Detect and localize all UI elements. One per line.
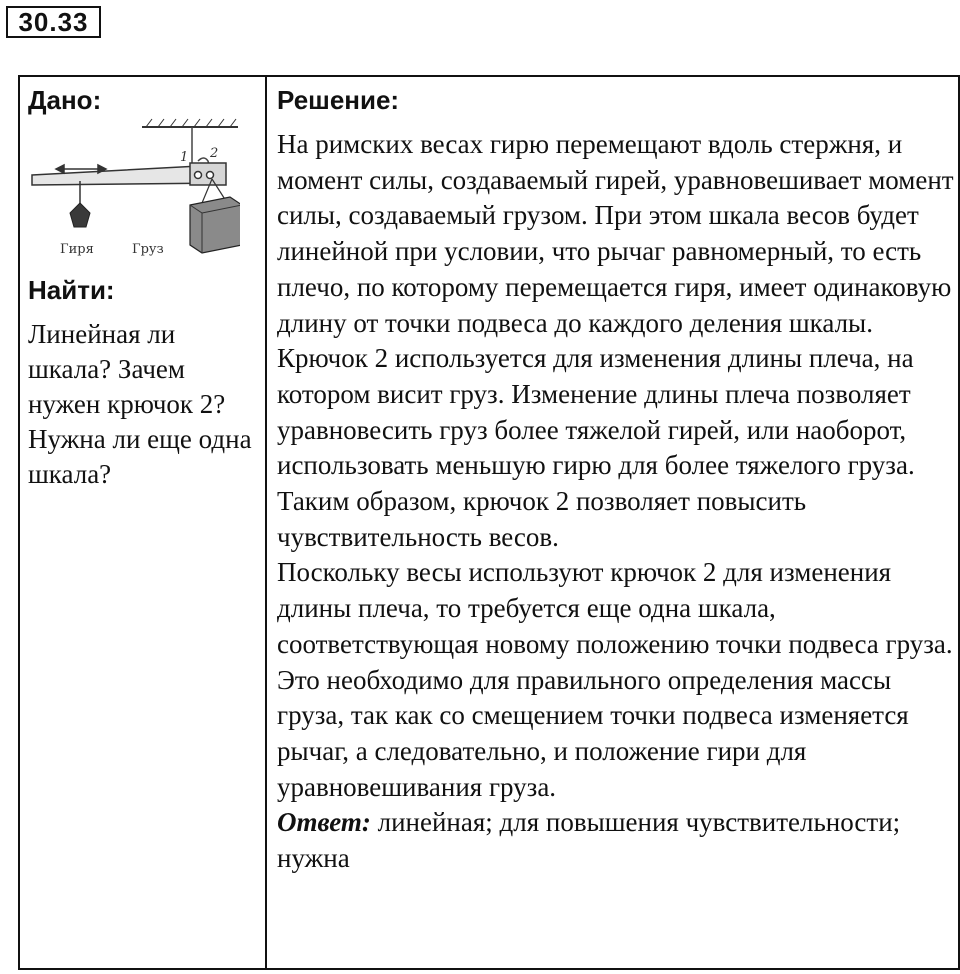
roman-scale-figure [30,117,240,262]
answer [277,805,957,876]
solution-text [277,127,957,877]
load-box-icon [190,197,240,253]
solution-title: Решение: [277,85,400,115]
find-question: Линейная ли шкала? Зачем нужен крючок 2? Нужна ли еще одна шкала? [28,319,252,489]
weight-icon [70,203,90,227]
ceiling [142,119,238,127]
given-column [20,77,265,968]
load-label: Груз [132,242,164,257]
solution-table [18,75,960,970]
answer-label: Ответ: [277,807,371,838]
solution-column [267,77,958,968]
hook-2-label: 2 [210,146,219,161]
answer-text: линейная; для повышения чувствительности; нужна [277,807,901,874]
weight-label: Гиря [60,242,94,257]
solution-paragraph-2: Крючок 2 используется для изменения длины плеча, на котором висит груз. Изменение длины плеча позволяет уравновесить груз более тяжелой гирей, или наоборот, использовать меньшую гирю для более тяжелого груза. Таким образом, крючок 2 позволяет повысить чувствительность весов. [277,343,915,552]
hook-1-label: 1 [180,150,189,165]
problem-number: 30.33 [6,6,101,38]
find-title: Найти: [28,275,115,305]
given-title: Дано: [28,85,102,115]
solution-paragraph-1: На римских весах гирю перемещают вдоль стержня, и момент силы, создаваемый гирей, уравновешивает момент силы, создаваемый грузом. При этом шкала весов будет линейной при условии, что рычаг равномерный, то есть плечо, по которому перемещается гиря, имеет одинаковую длину от точки подвеса до каждого деления шкалы. [277,129,954,338]
solution-paragraph-3: Поскольку весы используют крючок 2 для изменения длины плеча, то требуется еще одна шкала, соответствующая новому положению точки подвеса груза. Это необходимо для правильного определения массы груза, так как со смещением точки подвеса изменяется рычаг, а следовательно, и положение гири для уравновешивания груза. [277,557,953,802]
